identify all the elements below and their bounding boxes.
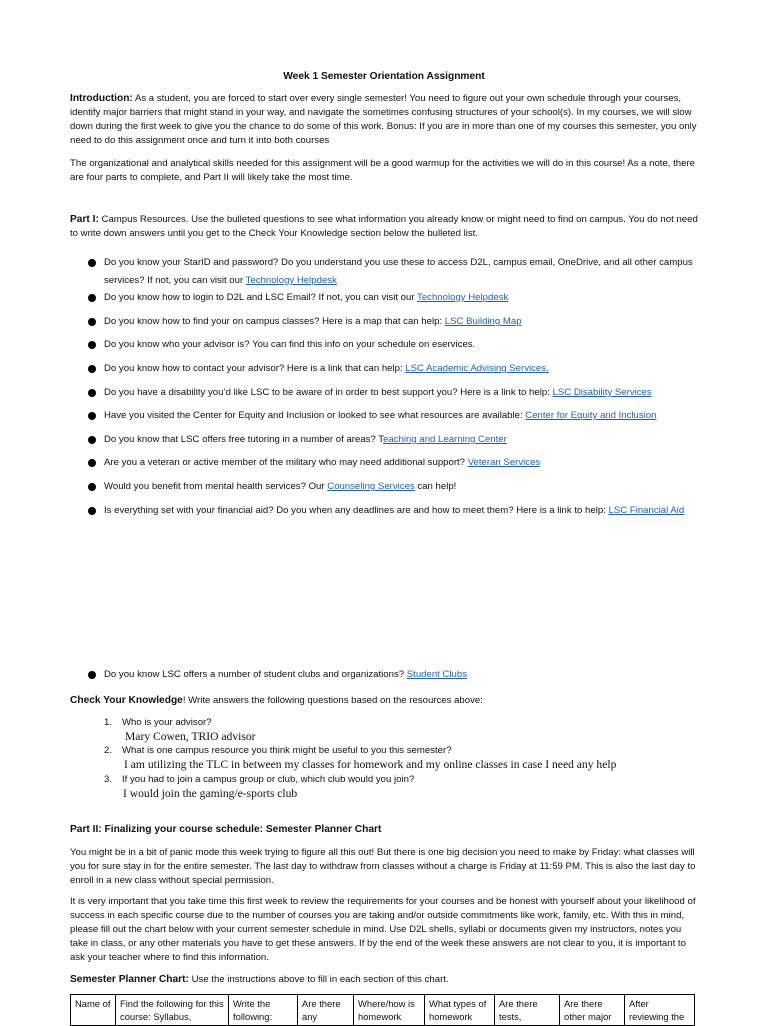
bullet-dot-icon — [88, 259, 96, 267]
question-number: 2. — [104, 745, 113, 756]
question-text: If you had to join a campus group or club, which club would you join? — [122, 774, 415, 785]
check-knowledge-text: ! Write answers the following questions based on the resources above: — [182, 695, 483, 706]
bullet-text: Have you visited the Center for Equity and Inclusion or looked to see what resources are available: — [104, 410, 526, 421]
bullet-item — [88, 338, 698, 352]
part-two-text-one: You might be in a bit of panic mode this week trying to figure all this out! But there is one big decision you need to make by Friday: what classes will you for sure stay in for the entire semester. The last day to withdraw from classes without a charge is Friday at 11:59 PM. This is also the last day to enroll in a new class without special permission. — [70, 847, 696, 886]
part-two-paragraph-one — [70, 846, 700, 888]
table-header-cell: What types of homework — [425, 995, 495, 1026]
bullet-dot-icon — [88, 671, 96, 679]
table-header-cell: Where/how is homework — [354, 995, 425, 1026]
check-knowledge-paragraph — [70, 694, 700, 708]
bullet-dot-icon — [88, 507, 96, 515]
bullet-item — [88, 291, 698, 305]
bullet-dot-icon — [88, 365, 96, 373]
bullet-text: Do you know how to contact your advisor? Here is a link that can help: — [104, 363, 406, 374]
answer-text[interactable]: I would join the gaming/e-sports club — [123, 787, 298, 800]
building-map-link[interactable]: LSC Building Map — [444, 316, 522, 327]
document-title: Week 1 Semester Orientation Assignment — [283, 71, 485, 82]
technology-helpdesk-link[interactable]: Technology Helpdesk — [417, 292, 509, 303]
bullet-item — [88, 504, 698, 518]
question-text: Who is your advisor? — [122, 717, 212, 728]
bullet-item — [88, 362, 698, 376]
bullet-dot-icon — [88, 412, 96, 420]
part-two-label: Part II: Finalizing your course schedule: Semester Planner Chart — [70, 824, 382, 835]
introduction-note-paragraph — [70, 157, 700, 185]
table-header-cell: Are there other major — [560, 995, 625, 1026]
part-two-paragraph-two — [70, 895, 700, 965]
bullet-item — [88, 668, 698, 682]
bullet-text: Do you know how to login to D2L and LSC Email? If not, you can visit our — [104, 292, 418, 303]
part-two-text-two: It is very important that you take time this first week to review the requirements for your courses and be honest with yourself about your likelihood of success in each specific course due to the number of courses you are taking and/or outside commitments like work, family, etc. With this in mind, please fill out the chart below with your current semester schedule in mind. Use D2L shells, syllabi or documents given my instructors, notes you take in class, or any other materials you have to get these answers. If by the end of the week these answers are not clear to you, it is important to ask your teacher where to find this information. — [70, 896, 696, 963]
semester-planner-table — [70, 994, 695, 1026]
bullet-dot-icon — [88, 436, 96, 444]
planner-chart-label: Semester Planner Chart: — [70, 974, 189, 985]
academic-advising-link[interactable]: LSC Academic Advising Services. — [405, 363, 549, 374]
part-one-label: Part I: — [70, 214, 99, 225]
bullet-dot-icon — [88, 389, 96, 397]
question-number: 1. — [104, 717, 113, 728]
bullet-text-after: can help! — [414, 481, 457, 492]
table-header-cell: Name of — [71, 995, 116, 1026]
bullet-item — [88, 433, 698, 447]
table-header-row — [71, 995, 695, 1026]
bullet-item — [88, 386, 698, 400]
question-item — [104, 773, 694, 787]
bullet-dot-icon — [88, 483, 96, 491]
answer-text[interactable]: I am utilizing the TLC in between my classes for homework and my online classes in case I need any help — [124, 758, 617, 771]
bullet-item — [88, 409, 698, 423]
bullet-dot-icon — [88, 459, 96, 467]
teaching-learning-center-link[interactable]: eaching and Learning Center — [383, 434, 507, 445]
check-knowledge-label: Check Your Knowledge — [70, 695, 183, 706]
technology-helpdesk-link[interactable]: Technology Helpdesk — [245, 275, 337, 286]
table-header-cell: Are there tests, — [495, 995, 560, 1026]
bullet-text: Is everything set with your financial aid? Do you when any deadlines are and how to meet them? Here is a link to help: — [104, 505, 609, 516]
table-header-cell: After reviewing the — [625, 995, 695, 1026]
bullet-text: Do you know who your advisor is? You can find this info on your schedule on eservices. — [104, 339, 476, 350]
bullet-text: Are you a veteran or active member of the military who may need additional support? — [104, 457, 468, 468]
bullet-text: Do you know your StarID and password? Do you understand you use these to access D2L, campus email, OneDrive, and all other campus services? If not, you can visit our — [104, 257, 693, 286]
bullet-item — [88, 254, 698, 290]
veteran-services-link[interactable]: Veteran Services — [467, 457, 541, 468]
bullet-item — [88, 315, 698, 329]
bullet-text: Do you have a disability you’d like LSC to be aware of in order to best support you? Here is a link to help: — [104, 387, 553, 398]
introduction-paragraph — [70, 92, 700, 148]
disability-services-link[interactable]: LSC Disability Services — [552, 387, 652, 398]
question-item — [104, 716, 694, 730]
planner-chart-text: Use the instructions above to fill in each section of this chart. — [188, 974, 449, 985]
planner-chart-paragraph — [70, 973, 700, 987]
part-two-heading — [70, 823, 700, 837]
introduction-note-text: The organizational and analytical skills needed for this assignment will be a good warmup for the activities we will do in this course! As a note, there are four parts to complete, and Part II will likely take the most time. — [70, 158, 695, 183]
answer-text[interactable]: Mary Cowen, TRIO advisor — [125, 730, 256, 743]
bullet-dot-icon — [88, 294, 96, 302]
question-item — [104, 744, 694, 758]
introduction-label: Introduction: — [70, 93, 133, 104]
bullet-dot-icon — [88, 341, 96, 349]
question-text: What is one campus resource you think might be useful to you this semester? — [122, 745, 452, 756]
financial-aid-link[interactable]: LSC Financial Aid — [608, 505, 685, 516]
part-one-paragraph — [70, 213, 700, 241]
counseling-services-link[interactable]: Counseling Services — [327, 481, 415, 492]
bullet-dot-icon — [88, 318, 96, 326]
introduction-text: As a student, you are forced to start over every single semester! You need to figure out your own schedule through your courses, identify major barriers that might stand in your way, and navigate the sometimes confusing structures of your school(s). In my courses, we will slow down during the first week to give you the chance to do some of this work. Bonus: If you are in more than one of my courses this semester, you only need to do this assignment once and turn it into both courses — [70, 93, 697, 146]
bullet-text: Do you know LSC offers a number of student clubs and organizations? — [104, 669, 407, 680]
question-number: 3. — [104, 774, 113, 785]
table-header-cell: Write the following: — [229, 995, 298, 1026]
bullet-text: Would you benefit from mental health services? Our — [104, 481, 328, 492]
student-clubs-link[interactable]: Student Clubs — [406, 669, 468, 680]
bullet-item — [88, 480, 698, 494]
bullet-item — [88, 456, 698, 470]
table-header-cell: Find the following for this course: Syllabus, — [116, 995, 229, 1026]
bullet-text: Do you know that LSC offers free tutoring in a number of areas? T — [104, 434, 384, 445]
part-one-text: Campus Resources. Use the bulleted questions to see what information you already know or might need to find on campus. You do not need to write down answers until you get to the Check Your Knowledge section below the bulleted list. — [70, 214, 698, 239]
bullet-text: Do you know how to find your on campus classes? Here is a map that can help: — [104, 316, 445, 327]
table-header-cell: Are there any — [298, 995, 354, 1026]
equity-inclusion-link[interactable]: Center for Equity and Inclusion — [525, 410, 657, 421]
